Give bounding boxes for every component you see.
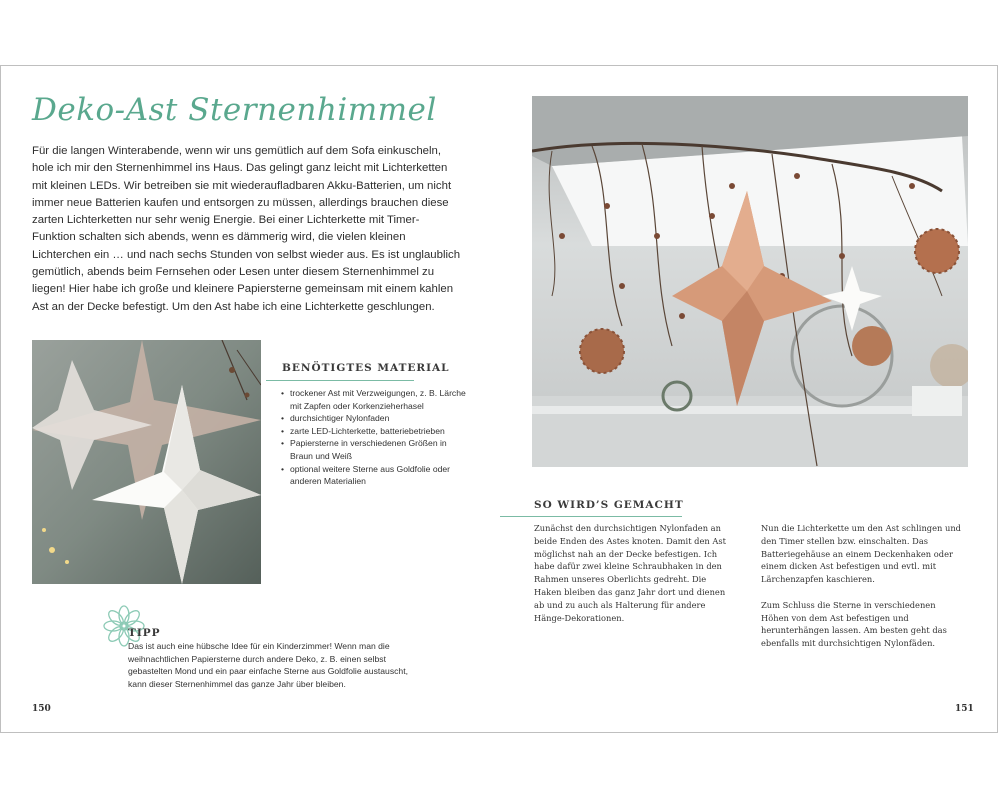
howto-paragraph: Zum Schluss die Sterne in verschiedenen Höhen von dem Ast befestigen und herunterhängen lassen. Am besten geht das ebenfalls mit durchsichtigen Nylonfäden. xyxy=(761,599,947,649)
howto-column-2 xyxy=(761,522,961,663)
howto-rule xyxy=(500,516,682,517)
paper-stars-photo xyxy=(32,340,261,584)
tip-heading: TIPP xyxy=(128,627,161,639)
howto-paragraph: Nun die Lichterkette um den Ast schlingen und den Timer stellen bzw. einschalten. Das Batteriegehäuse an einem Deckenhaken oder einem dicken Ast befestigen und evtl. mit Lärchenzapfen kaschieren. xyxy=(761,523,961,585)
material-item: • zarte LED-Lichterkette, batteriebetrieben xyxy=(281,425,466,438)
howto-paragraph: Zunächst den durchsichtigen Nylonfaden an beide Enden des Astes knoten. Damit den Ast möglichst nah an der Decke befestigen. Ich habe dafür zwei kleine Schraubhaken in den Rahmen unseres Oberlichts gedreht. Die Haken bleiben das ganz Jahr dort und dienen ab und zu auch als Halterung für andere Hänge-Dekorationen. xyxy=(534,523,726,623)
howto-column-1 xyxy=(534,522,734,637)
material-rule xyxy=(266,380,414,381)
page-number-left: 150 xyxy=(32,704,51,714)
howto-heading: SO WIRD’S GEMACHT xyxy=(534,499,684,511)
page-number-right: 151 xyxy=(955,704,974,714)
material-item: • trockener Ast mit Verzweigungen, z. B. Lärche mit Zapfen oder Korkenzieherhasel xyxy=(281,387,466,412)
page-title: Deko-Ast Sternenhimmel xyxy=(32,92,437,128)
branch-stars-photo xyxy=(532,96,968,467)
material-item: • durchsichtiger Nylonfaden xyxy=(281,412,466,425)
tip-text: Das ist auch eine hübsche Idee für ein Kinderzimmer! Wenn man die weihnachtlichen Papiersterne durch andere Deko, z. B. einen selbst gebastelten Mond und ein paar einfache Sterne aus Goldfolie austauscht, kann dieser Sternenhimmel das ganze Jahr über bleiben. xyxy=(128,641,408,689)
material-heading: BENÖTIGTES MATERIAL xyxy=(282,362,450,374)
intro-paragraph: Für die langen Winterabende, wenn wir uns gemütlich auf dem Sofa einkuscheln, hole ich mir den Sternenhimmel ins Haus. Das gelingt ganz leicht mit Lichterketten mit kleinen LEDs. Wir betreiben sie mit wiederaufladbaren Akku-Batterien, um nicht immer neue Batterien kaufen und entsorgen zu müssen, allerdings brauchen diese zarten Lichterketten nur sehr wenig Energie. Bei einer Lichterkette mit Timer-Funktion schalten sich abends, wenn es dämmerig wird, die vielen kleinen Lichterchen ein … und nach sechs Stunden von selbst wieder aus. Es ist unglaublich gemütlich, abends beim Fernsehen oder Lesen unter diesem Sternenhimmel zu liegen! Hier habe ich große und kleinere Papiersterne gemeinsam mit einem kahlen Ast an der Decke befestigt. Um den Ast habe ich eine Lichterkette geschlungen. xyxy=(32,145,461,313)
material-item: • Papiersterne in verschiedenen Größen in Braun und Weiß xyxy=(281,437,466,462)
material-item: • optional weitere Sterne aus Goldfolie oder anderen Materialien xyxy=(281,463,466,488)
material-list xyxy=(281,387,466,488)
